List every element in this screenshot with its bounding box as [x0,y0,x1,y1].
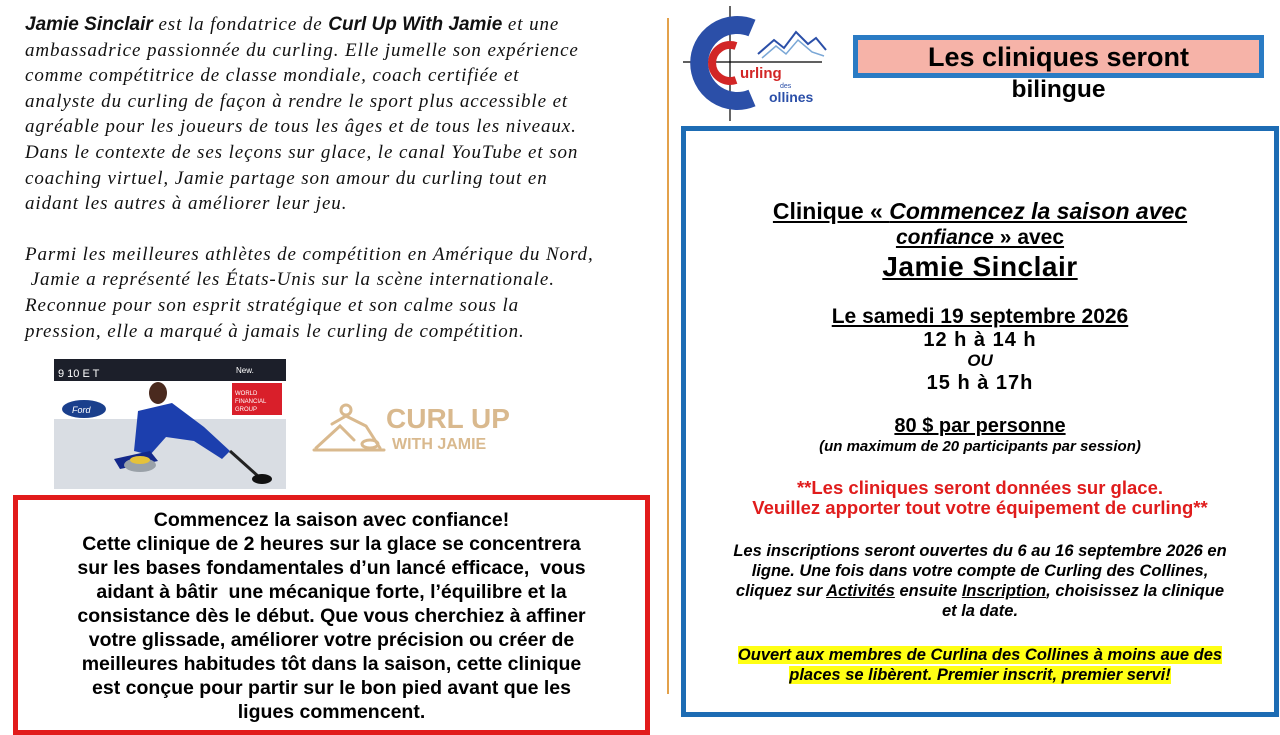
time-slot-1: 12 h à 14 h [923,329,1037,351]
registration-line-3: cliquez sur Activités ensuite Inscription, choisissez la clinique [735,582,1225,600]
bilingual-line-2: bilingue [1011,76,1106,103]
curlup-line1: CURL UP [386,403,510,434]
or-separator: OU [967,351,993,370]
curler-photo [54,359,286,489]
clinic-title-line-2: confiance » avec [895,226,1065,249]
open-line-1: Ouvert aux membres de Curlina des Collines à moins aue des [737,646,1223,664]
clinic-description-box: Commencez la saison avec confiance! Cette clinique de 2 heures sur la glace se concentrera sur les bases fondamentales d’un lancé efficace, vous aidant à bâtir une mécanique forte, l’équilibre et la consistance dès le début. Que vous cherchiez à affiner votre glissade, améliorer votre précision ou créer de meilleures habitudes tôt dans la saison, cette clinique est conçue pour partir sur le bon pied avant que les ligues commencent. [13,495,650,735]
price: 80 $ par personne [894,415,1066,437]
logo-word-collines: ollines [769,89,814,105]
svg-text:Ford: Ford [72,405,91,415]
logo-word-curling: urling [740,65,782,82]
warning-line-1: **Les cliniques seront données sur glace. [796,477,1163,498]
open-line-2: places se libèrent. Premier inscrit, premier servi! [789,666,1171,684]
bilingual-line-1: Les cliniques seront [927,42,1190,72]
column-divider [667,18,669,694]
registration-line-4: et la date. [941,602,1019,620]
biography [25,12,665,344]
time-slot-2: 15 h à 17h [926,372,1034,394]
logo-word-des: des [780,83,792,90]
inscription-link: Inscription [961,582,1047,600]
warning-line-2: Veuillez apporter tout votre équipement de curling** [752,497,1208,518]
brand-name: Curl Up With Jamie [328,14,503,35]
bio-paragraph-1: Jamie Sinclair est la fondatrice de Curl Up With Jamie et une ambassadrice passionnée du curling. Elle jumelle son expérience comme compétitrice de classe mondiale, coach certifiée et analyste du curling de façon à rendre le sport plus accessible et agréable pour les joueurs de tous les âges et de tous les niveaux. Dans le contexte de ses leçons sur glace, le canal YouTube et son coaching virtuel, Jamie partage son amour du curling tout en aidant les autres à améliorer leur jeu. [25,14,579,215]
curlup-line2: WITH JAMIE [392,436,487,453]
svg-text:WORLD: WORLD [235,391,258,397]
registration-line-2: ligne. Une fois dans votre compte de Curling des Collines, [751,562,1209,580]
coach-name: Jamie Sinclair [882,251,1078,282]
svg-text:New.: New. [236,366,254,375]
registration-line-1: Les inscriptions seront ouvertes du 6 au 16 septembre 2026 en [733,542,1227,560]
clinic-title-line-1: Clinique « Commencez la saison avec [772,198,1188,224]
activites-link: Activités [826,582,895,600]
max-participants: (un maximum de 20 participants par session) [819,438,1141,455]
bio-paragraph-2: Parmi les meilleures athlètes de compétition en Amérique du Nord, Jamie a représenté les États-Unis sur la scène internationale. Reconnue pour son esprit stratégique et son calme sous la pression, elle a marqué à jamais le curling de compétition. [25,243,594,342]
svg-text:GROUP: GROUP [235,407,258,413]
banner-text: 9 10 E T [58,368,100,380]
clinic-date: Le samedi 19 septembre 2026 [831,305,1129,328]
curl-up-with-jamie-logo [310,398,540,458]
name-jamie-sinclair: Jamie Sinclair [25,14,153,35]
curling-des-collines-logo [680,6,830,124]
svg-text:FINANCIAL: FINANCIAL [235,399,267,405]
description-heading: Commencez la saison avec confiance! [153,509,510,531]
